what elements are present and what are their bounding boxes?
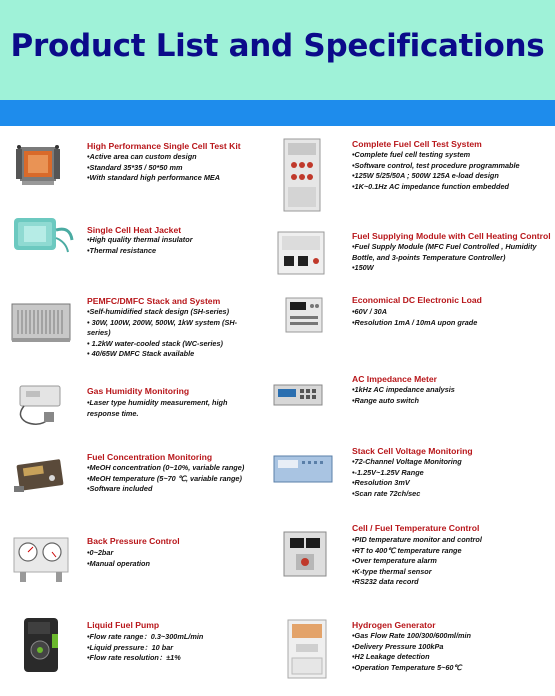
bullet-item: •0~2bar — [87, 548, 114, 557]
bullet-item: series) — [87, 328, 111, 337]
item-title: Back Pressure Control — [87, 536, 180, 546]
item-title: Hydrogen Generator — [352, 620, 436, 630]
item-bullets — [352, 631, 471, 673]
bullet-item: •Thermal resistance — [87, 245, 157, 255]
item-bullets — [87, 632, 203, 664]
item-title: Single Cell Heat Jacket — [87, 225, 182, 235]
bullet-item: •Scan rate 72ch/sec — [352, 488, 421, 498]
bullet-item: •Fuel Supply Module (MFC Fuel Controlled , Humidity — [352, 242, 537, 251]
bullet-item: •Software control, test procedure programmable — [352, 160, 520, 170]
bullet-item: •Gas Flow Rate 100/300/600ml/min — [352, 631, 471, 640]
bullet-item: response time. — [87, 408, 139, 418]
bullet-item: •K-type thermal sensor — [352, 566, 432, 576]
item-bullets — [352, 535, 482, 588]
item-bullets — [352, 150, 520, 192]
bullet-item: •72-Channel Voltage Monitoring — [352, 457, 462, 466]
temperature-controller-icon — [280, 528, 330, 580]
stack-icon — [10, 300, 72, 344]
bullet-item: Bottle, and 3-points Temperature Controller) — [352, 252, 506, 262]
item-bullets — [352, 307, 477, 328]
bullet-item: •Over temperature alarm — [352, 556, 437, 565]
bullet-item: •Complete fuel cell testing system — [352, 150, 471, 159]
bullet-item: •1K~0.1Hz AC impedance function embedded — [352, 181, 509, 191]
item-bullets — [87, 235, 193, 256]
item-title: AC Impedance Meter — [352, 374, 438, 384]
item-title: Economical DC Electronic Load — [352, 295, 482, 305]
bullet-item: •Delivery Pressure 100kPa — [352, 641, 444, 651]
item-bullets — [87, 152, 220, 184]
bullet-item: •PID temperature monitor and control — [352, 535, 482, 544]
bullet-item: •125W 5/25/50A ; 500W 125A e-load design — [352, 171, 499, 180]
item-title: Cell / Fuel Temperature Control — [352, 523, 480, 533]
bullet-item: •Operation Temperature 5~60℃ — [352, 662, 462, 672]
bullet-item: • 40/65W DMFC Stack available — [87, 349, 195, 358]
bullet-item: •-1.25V~1.25V Range — [352, 467, 424, 477]
item-title: Stack Cell Voltage Monitoring — [352, 446, 473, 456]
fuel-supply-module-icon — [274, 228, 328, 278]
dc-load-icon — [284, 294, 324, 336]
bullet-item: •150W — [352, 263, 374, 272]
item-title: High Performance Single Cell Test Kit — [87, 141, 241, 151]
bullet-item: •MeOH temperature (5~70 ℃, variable range) — [87, 473, 242, 483]
bullet-item: •Standard 35*35 / 50*50 mm — [87, 162, 183, 172]
bullet-item: •Liquid pressure：10 bar — [87, 642, 174, 652]
bullet-item: •RS232 data record — [352, 577, 419, 586]
item-title: Gas Humidity Monitoring — [87, 386, 190, 396]
heat-jacket-icon — [10, 212, 74, 258]
bullet-item: •High quality thermal insulator — [87, 235, 193, 244]
page-header — [0, 0, 555, 100]
item-bullets — [352, 385, 455, 406]
bullet-item: •MeOH concentration (0~10%, variable range) — [87, 463, 245, 472]
concentration-monitor-icon — [10, 452, 72, 498]
bullet-item: •RT to 400℃ temperature range — [352, 545, 462, 555]
bullet-item: •Laser type humidity measurement, high — [87, 398, 228, 407]
bullet-item: •Active area can custom design — [87, 152, 197, 161]
bullet-item: •Self-humidified stack design (SH-series) — [87, 307, 230, 316]
item-title: Complete Fuel Cell Test System — [352, 139, 482, 149]
test-kit-icon — [14, 141, 64, 191]
humidity-monitor-icon — [10, 382, 72, 428]
pressure-gauge-icon — [10, 534, 72, 584]
item-title: Fuel Concentration Monitoring — [87, 452, 213, 462]
bullet-item: •Resolution 3mV — [352, 478, 410, 487]
bullet-item: •Resolution 1mA / 10mA upon grade — [352, 317, 478, 327]
item-bullets — [87, 398, 227, 419]
bullet-item: •H2 Leakage detection — [352, 652, 430, 661]
bullet-item: •With standard high performance MEA — [87, 173, 221, 182]
impedance-meter-icon — [272, 379, 324, 411]
bullet-item: •Manual operation — [87, 558, 150, 568]
item-bullets — [87, 548, 150, 569]
hydrogen-generator-icon — [284, 618, 330, 680]
bullet-item: •Range auto switch — [352, 395, 420, 405]
pump-icon — [18, 614, 64, 676]
bullet-item: •Software included — [87, 484, 153, 493]
bullet-item: •1kHz AC impedance analysis — [352, 385, 455, 394]
item-title: Fuel Supplying Module with Cell Heating Control — [352, 231, 551, 241]
item-bullets — [87, 463, 244, 495]
bullet-item: •60V / 30A — [352, 307, 388, 316]
item-bullets — [352, 457, 462, 499]
bullet-item: • 1.2kW water-cooled stack (WC-series) — [87, 338, 223, 348]
header-band — [0, 100, 555, 126]
test-system-icon — [280, 137, 324, 213]
item-title: Liquid Fuel Pump — [87, 620, 160, 630]
item-title: PEMFC/DMFC Stack and System — [87, 296, 221, 306]
voltage-monitor-icon — [272, 452, 334, 486]
item-bullets — [87, 307, 237, 360]
page-title: Product List and Specifications — [10, 28, 545, 64]
item-bullets — [352, 242, 537, 274]
bullet-item: •Flow rate resolution：±1% — [87, 653, 181, 662]
bullet-item: • 30W, 100W, 200W, 500W, 1kW system (SH- — [87, 317, 238, 327]
bullet-item: •Flow rate range：0.3~300mL/min — [87, 632, 204, 641]
